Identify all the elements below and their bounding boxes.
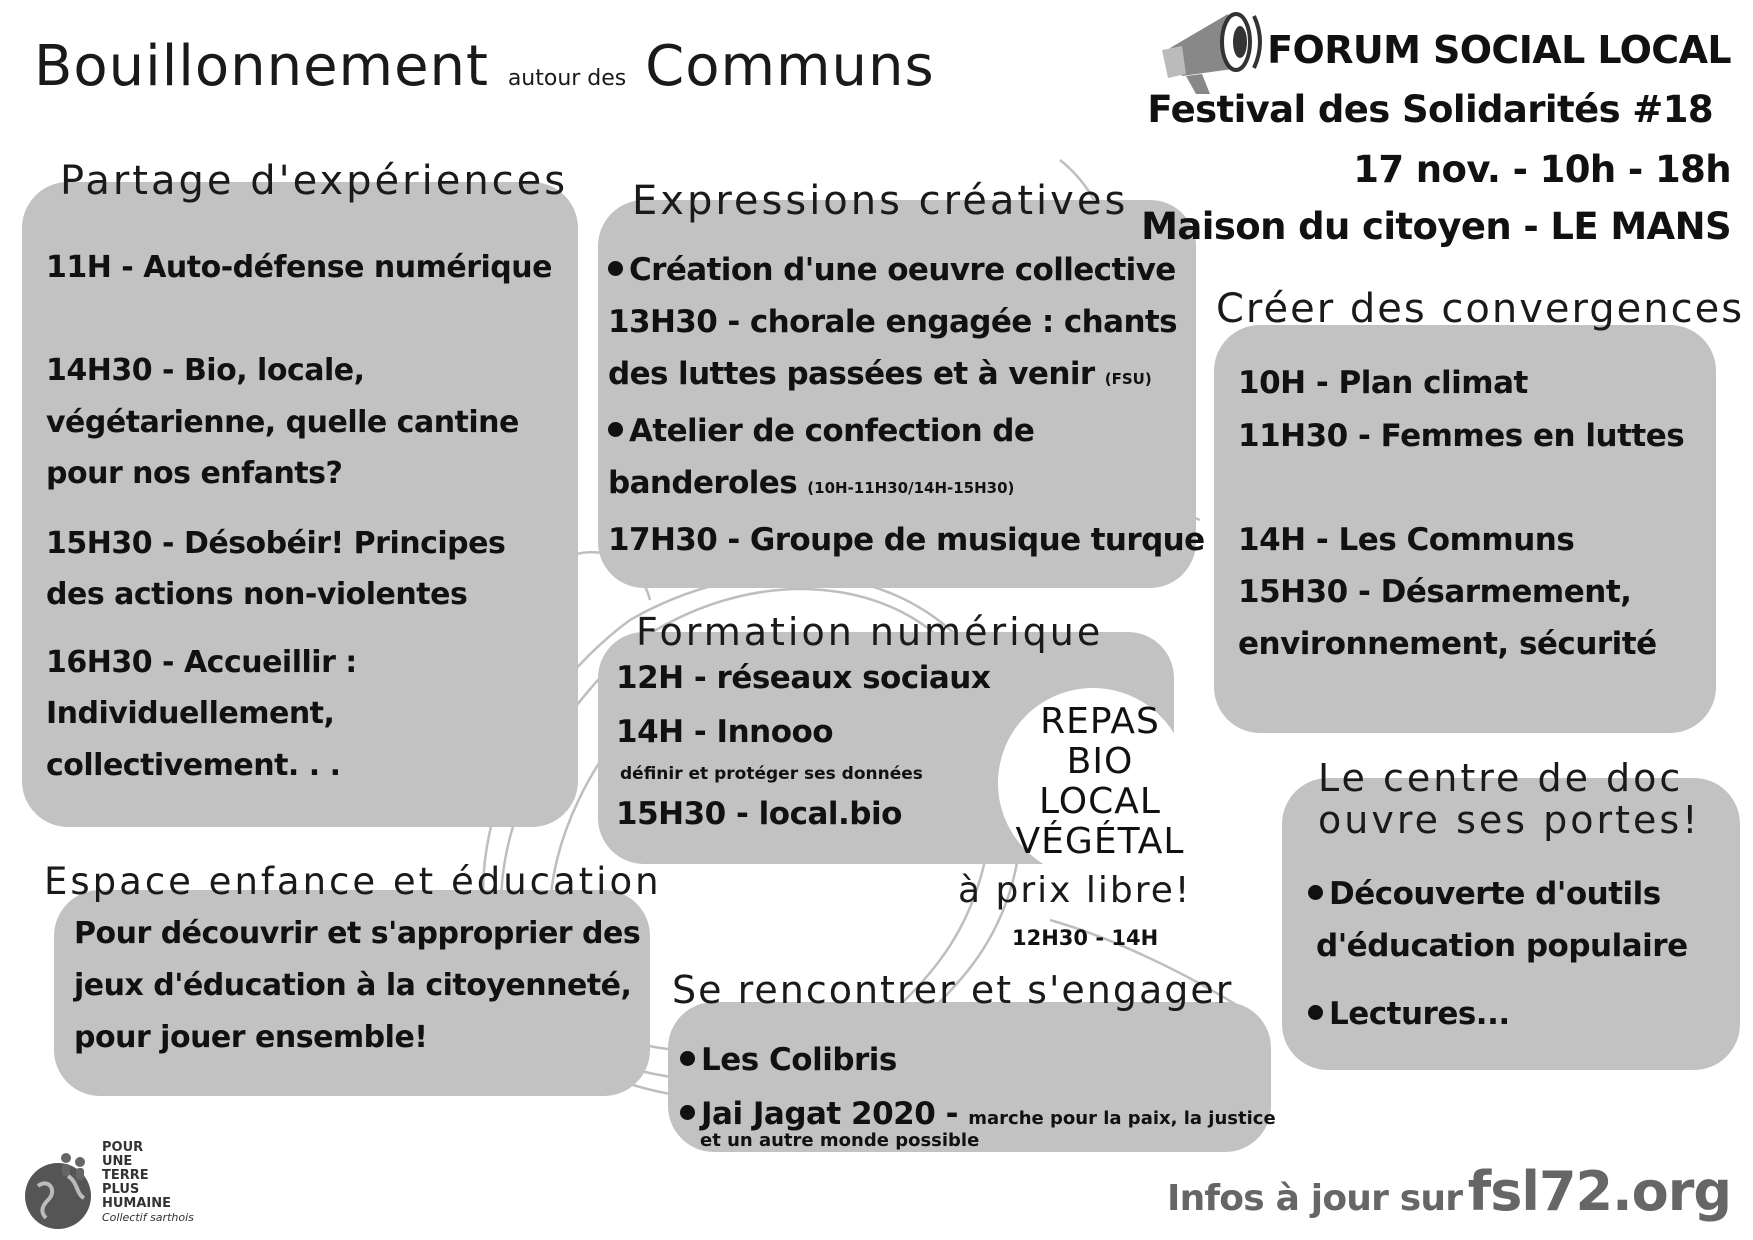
partage-item-8: Individuellement, xyxy=(46,696,335,731)
repas-line-4: VÉGÉTAL xyxy=(1015,821,1185,862)
expressions-item-6: 17H30 - Groupe de musique turque xyxy=(608,522,1205,558)
convergences-item-3: 14H - Les Communs xyxy=(1238,522,1575,558)
bullet-icon xyxy=(680,1051,695,1066)
centre-doc-item-1b: d'éducation populaire xyxy=(1316,928,1688,964)
rencontrer-item-2-cont: et un autre monde possible xyxy=(700,1130,980,1151)
partage-heading: Partage d'expériences xyxy=(60,158,569,204)
convergences-heading: Créer des convergences xyxy=(1216,286,1745,332)
repas-line-2: BIO xyxy=(1066,741,1134,782)
enfance-line-1: Pour découvrir et s'approprier des xyxy=(74,916,641,951)
expressions-item-2: 13H30 - chorale engagée : chants xyxy=(608,304,1177,340)
enfance-heading: Espace enfance et éducation xyxy=(44,860,662,903)
logo-line-1: POUR xyxy=(102,1140,144,1155)
logo-line-5: HUMAINE xyxy=(102,1196,172,1211)
partage-item-1: 11H - Auto-défense numérique xyxy=(46,250,552,285)
logo-subtitle: Collectif sarthois xyxy=(102,1211,194,1224)
repas-line-3: LOCAL xyxy=(1039,781,1161,822)
convergences-item-5: environnement, sécurité xyxy=(1238,626,1657,662)
header-location: Maison du citoyen - LE MANS xyxy=(1141,205,1731,248)
header-title: FORUM SOCIAL LOCAL xyxy=(1267,28,1731,72)
expressions-list xyxy=(608,244,1205,566)
centre-doc-item-1a: Découverte d'outils xyxy=(1308,876,1661,912)
expressions-item-5: banderoles (10H-11H30/14H-15H30) xyxy=(608,465,1015,501)
formation-item-2: 14H - Innooo xyxy=(616,714,834,750)
logo-text xyxy=(102,1141,194,1225)
logo-line-3: TERRE xyxy=(102,1168,149,1183)
centre-doc-item-2: Lectures... xyxy=(1308,996,1510,1032)
footer xyxy=(1167,1160,1731,1223)
formation-item-2-note: définir et protéger ses données xyxy=(620,764,923,784)
partage-item-3: végétarienne, quelle cantine xyxy=(46,405,519,440)
partage-item-7: 16H30 - Accueillir : xyxy=(46,645,357,680)
footer-prefix: Infos à jour sur xyxy=(1167,1178,1463,1219)
expressions-item-1: Création d'une oeuvre collective xyxy=(608,244,1205,296)
bullet-icon xyxy=(1308,885,1323,900)
rencontrer-item-1: Les Colibris xyxy=(680,1042,897,1078)
formation-item-1: 12H - réseaux sociaux xyxy=(616,660,991,696)
convergences-item-4: 15H30 - Désarmement, xyxy=(1238,574,1632,610)
rencontrer-heading: Se rencontrer et s'engager xyxy=(672,968,1234,1012)
enfance-line-3: pour jouer ensemble! xyxy=(74,1020,428,1055)
partage-item-5: 15H30 - Désobéir! Principes xyxy=(46,526,506,561)
partage-item-6: des actions non-violentes xyxy=(46,577,468,612)
rencontrer-item-2: Jai Jagat 2020 - marche pour la paix, la justice xyxy=(680,1096,1276,1132)
title-main: Bouillonnement xyxy=(34,34,489,99)
repas-line-1: REPAS xyxy=(1040,701,1160,742)
repas-lines xyxy=(1000,702,1200,862)
title-end: Communs xyxy=(645,34,935,99)
bullet-icon xyxy=(608,422,623,437)
repas-price: à prix libre! xyxy=(958,870,1192,911)
bullet-icon xyxy=(680,1105,695,1120)
footer-url[interactable]: fsl72.org xyxy=(1467,1160,1731,1223)
partage-item-2: 14H30 - Bio, locale, xyxy=(46,353,365,388)
partage-item-9: collectivement. . . xyxy=(46,748,341,783)
megaphone-icon xyxy=(1158,6,1268,96)
formation-heading: Formation numérique xyxy=(636,610,1104,654)
header-date: 17 nov. - 10h - 18h xyxy=(1353,148,1731,191)
header-festival: Festival des Solidarités #18 xyxy=(1147,88,1713,131)
expressions-heading: Expressions créatives xyxy=(632,178,1129,224)
globe-people-icon xyxy=(18,1148,102,1232)
logo-line-2: UNE xyxy=(102,1154,133,1169)
centre-doc-heading-1: Le centre de doc xyxy=(1318,756,1684,800)
logo-line-4: PLUS xyxy=(102,1182,140,1197)
enfance-line-2: jeux d'éducation à la citoyenneté, xyxy=(74,968,632,1003)
convergences-item-2: 11H30 - Femmes en luttes xyxy=(1238,418,1685,454)
bullet-icon xyxy=(608,261,623,276)
repas-time: 12H30 - 14H xyxy=(1012,926,1159,950)
expressions-item-4: Atelier de confection de xyxy=(608,405,1205,457)
partage-item-4: pour nos enfants? xyxy=(46,456,343,491)
expressions-item-3: des luttes passées et à venir (FSU) xyxy=(608,356,1152,392)
centre-doc-heading-2: ouvre ses portes! xyxy=(1318,798,1701,842)
page-title xyxy=(34,34,935,99)
convergences-item-1: 10H - Plan climat xyxy=(1238,365,1528,401)
formation-item-3: 15H30 - local.bio xyxy=(616,796,902,832)
bullet-icon xyxy=(1308,1005,1323,1020)
title-mid: autour des xyxy=(507,66,627,91)
